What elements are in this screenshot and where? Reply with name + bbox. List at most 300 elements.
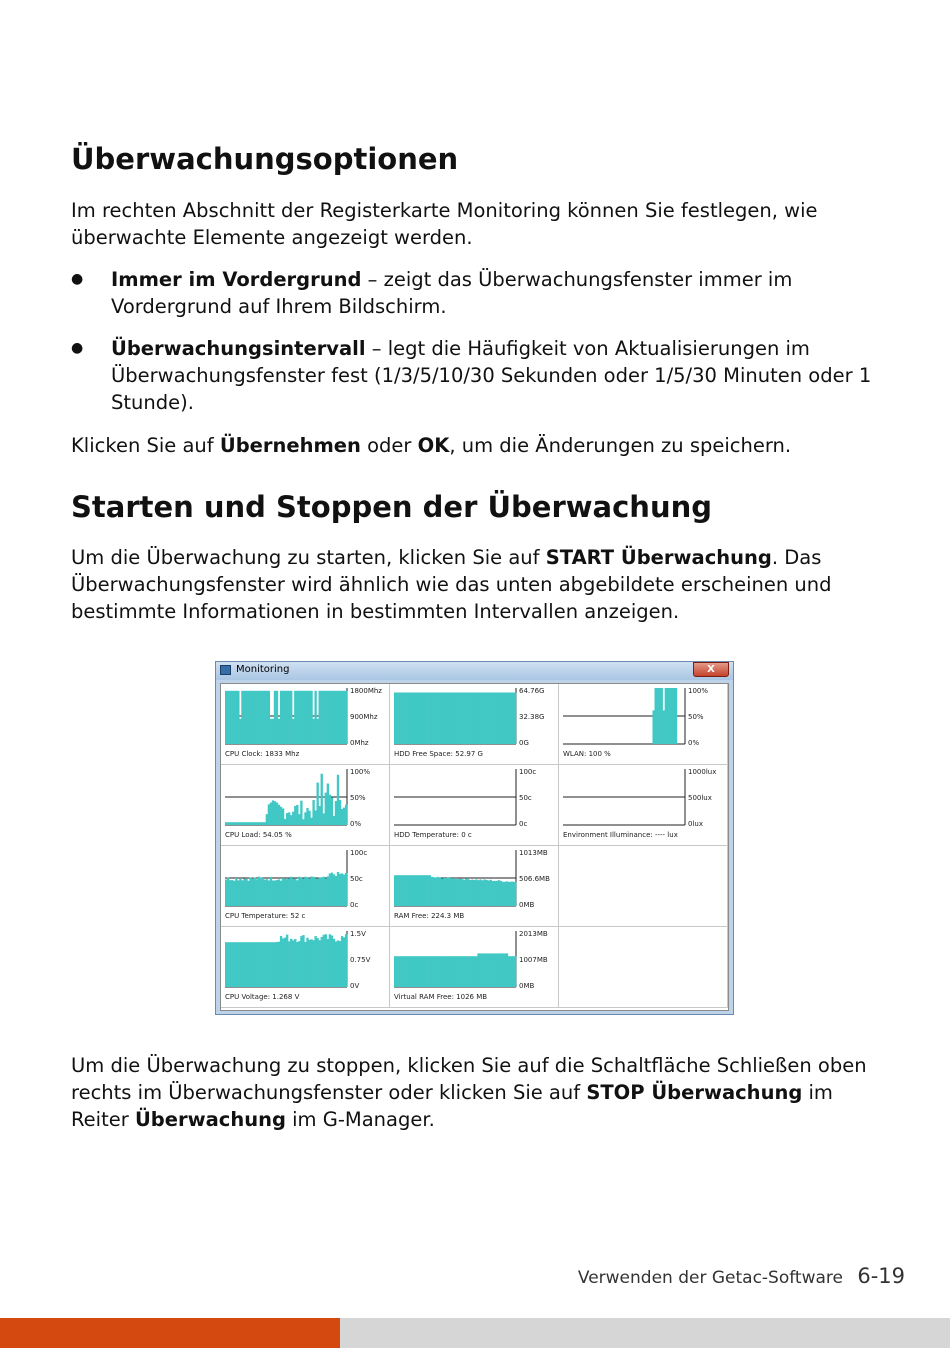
graph-bar [319,878,321,906]
save-text-a: Klicken Sie auf [71,434,220,457]
scale-label: 0lux [688,820,703,828]
graph-bar [461,692,463,744]
graph-bar [317,783,319,825]
graph-bar [483,879,485,906]
graph-bar [514,692,516,744]
graph-bar [514,956,516,987]
graph-bar [321,774,323,825]
start-text-a: Um die Überwachung zu starten, klicken Sie auf [71,546,546,569]
graph-bar [235,878,237,906]
graph-bar [233,881,235,906]
graph-bar [337,775,339,825]
monitor-graph [559,684,728,765]
graph-bar [231,942,233,987]
graph-bar [247,942,249,987]
monitor-cell [390,684,559,765]
graph-bar [406,692,408,744]
graph-bar [245,691,247,744]
graph-bar [510,692,512,744]
graph-bar [325,878,327,906]
graph-bar [435,877,437,906]
graph-bar [317,879,319,906]
graph-bar [394,875,396,906]
graph-bar [239,879,241,906]
graph-bar [453,878,455,906]
graph-bar [321,691,323,744]
graph-bar [400,875,402,906]
graph-bar [329,691,331,744]
graph-bar [312,940,314,987]
graph-bar [498,692,500,744]
graph-bar [455,692,457,744]
bullet-monitoring-interval [111,335,881,416]
bullet-dot: ● [71,271,84,287]
graph-bar [268,804,270,825]
graph-bar [398,956,400,987]
apply-term: Übernehmen [219,434,361,457]
graph-bar [469,880,471,906]
graph-bar [229,880,231,906]
graph-bar [294,806,296,825]
graph-bar [447,956,449,987]
graph-bar [225,822,227,825]
graph-bar [262,691,264,744]
monitor-graph [221,846,390,927]
graph-bar [229,691,231,744]
graph-bar [398,875,400,906]
graph-bar [280,807,282,825]
graph-bar [296,805,298,825]
graph-bar [284,691,286,744]
close-button[interactable]: X [693,662,729,677]
graph-bar [266,814,268,825]
graph-bar [249,877,251,906]
graph-bar [251,822,253,825]
graph-bar [486,692,488,744]
graph-bar [243,822,245,825]
monitor-cell [559,765,728,846]
graph-bar [402,875,404,906]
graph-bar [508,882,510,906]
graph-bar [292,940,294,987]
bullet-dot: ● [71,340,84,356]
monitor-cell [390,846,559,927]
graph-bar [492,881,494,906]
monitor-graph [390,927,559,1008]
graph-bar [663,710,665,744]
graph-bar [496,692,498,744]
graph-bar [512,882,514,906]
graph-bar [494,692,496,744]
graph-bar [286,879,288,906]
graph-bar [479,879,481,906]
graph-bar [241,691,243,744]
graph-bar [422,875,424,906]
graph-bar [425,875,427,906]
graph-caption: HDD Free Space: 52.97 G [394,750,483,758]
graph-bar [333,816,335,825]
stop-text-a: Um die Überwachung zu stoppen, klicken Sie auf die Schaltfläche Schließen oben rechts im Überwachungsfenster oder klicken Sie auf [71,1054,867,1104]
graph-bar [233,691,235,744]
graph-bar [231,880,233,906]
graph-bar [251,691,253,744]
scale-label: 1000lux [688,768,717,776]
graph-bar [276,880,278,906]
graph-bar [425,956,427,987]
graph-bar [270,719,272,744]
monitor-cell [559,684,728,765]
graph-bar [341,936,343,987]
graph-caption: RAM Free: 224.3 MB [394,912,465,920]
graph-bar [408,956,410,987]
graph-bar [253,691,255,744]
graph-caption: WLAN: 100 % [563,750,611,758]
graph-bar [278,879,280,906]
graph-bar [345,805,347,825]
graph-bar [258,877,260,906]
graph-bar [657,688,659,744]
graph-bar [418,956,420,987]
graph-bar [290,877,292,906]
graph-bar [410,875,412,906]
monitor-cell [390,927,559,1008]
scale-label: 32.38G [519,713,545,721]
graph-bar [272,942,274,987]
graph-bar [339,941,341,987]
graph-bar [475,956,477,987]
graph-bar [345,934,347,987]
graph-bar [325,934,327,987]
monitor-graph [390,684,559,765]
graph-bar [463,692,465,744]
graph-bar [422,956,424,987]
graph-bar [227,942,229,987]
graph-bar [449,692,451,744]
graph-bar [508,956,510,987]
graph-bar [274,880,276,906]
graph-bar [412,875,414,906]
graph-bar [435,956,437,987]
graph-bar [457,879,459,906]
graph-bar [256,942,258,987]
graph-bar [414,692,416,744]
graph-bar [333,939,335,987]
graph-bar [461,879,463,906]
desc-monitoring-interval: – legt die Häufigkeit von Aktualisierungen im Überwachungsfenster fest (1/3/5/10/30 Sekunden oder 1/5/30 Minuten oder 1 Stunde). [111,337,872,414]
page-number: 6-19 [857,1264,905,1288]
graph-bar [652,710,654,744]
graph-bar [341,809,343,825]
graph-bar [490,880,492,906]
save-text-e: , um die Änderungen zu speichern. [449,434,792,457]
graph-bar [461,956,463,987]
scale-label: 506.6MB [519,875,550,883]
graph-bar [235,822,237,825]
graph-bar [321,877,323,906]
graph-bar [490,953,492,987]
graph-bar [272,800,274,825]
graph-bar [327,784,329,825]
graph-bar [306,808,308,825]
monitoring-window [215,661,734,1015]
monitor-graph [221,684,390,765]
graph-bar [337,691,339,744]
graph-bar [323,877,325,906]
graph-bar [249,691,251,744]
graph-bar [304,691,306,744]
graph-bar [406,956,408,987]
graph-bar [245,879,247,906]
graph-bar [241,822,243,825]
scale-label: 100c [519,768,537,776]
graph-caption: Virtual RAM Free: 1026 MB [394,993,488,1001]
graph-bar [665,688,667,744]
graph-bar [296,942,298,987]
graph-bar [492,692,494,744]
graph-bar [284,819,286,825]
graph-bar [258,822,260,825]
scale-label: 0c [519,820,528,828]
graph-bar [268,880,270,906]
graph-bar [445,878,447,906]
graph-bar [306,878,308,906]
ok-term: OK [417,434,450,457]
graph-bar [314,879,316,906]
graph-bar [406,875,408,906]
graph-bar [243,942,245,987]
scale-label: 0% [350,820,362,828]
graph-bar [396,956,398,987]
graph-bar [274,691,276,744]
graph-bar [449,956,451,987]
graph-bar [506,953,508,987]
graph-bar [260,878,262,906]
graph-bar [251,879,253,906]
graph-bar [408,692,410,744]
graph-bar [260,942,262,987]
graph-bar [286,691,288,744]
graph-bar [496,881,498,906]
graph-bar [469,956,471,987]
graph-bar [282,691,284,744]
graph-bar [292,878,294,906]
graph-bar [420,692,422,744]
graph-bar [284,938,286,987]
graph-bar [308,691,310,744]
graph-bar [304,942,306,987]
graph-bar [488,953,490,987]
graph-bar [241,942,243,987]
graph-bar [314,936,316,987]
scale-label: 0MB [519,901,535,909]
graph-bar [229,942,231,987]
graph-bar [420,956,422,987]
graph-bar [339,874,341,906]
scale-label: 0% [688,739,700,747]
graph-bar [264,822,266,825]
graph-bar [227,822,229,825]
graph-bar [459,879,461,906]
graph-bar [239,822,241,825]
graph-bar [302,819,304,825]
graph-bar [396,875,398,906]
graph-bar [245,822,247,825]
graph-bar [661,688,663,744]
graph-bar [449,878,451,906]
graph-bar [473,692,475,744]
monitor-graph [221,765,390,846]
graph-bar [249,822,251,825]
graph-bar [339,800,341,825]
graph-bar [465,878,467,906]
graph-bar [258,691,260,744]
graph-bar [264,691,266,744]
graph-bar [498,880,500,906]
monitoring-tab-term: Überwachung [134,1108,286,1131]
graph-bar [302,879,304,906]
graph-bar [249,942,251,987]
graph-bar [278,805,280,825]
graph-bar [280,881,282,906]
graph-bar [475,692,477,744]
graph-bar [437,692,439,744]
graph-bar [235,942,237,987]
graph-bar [465,692,467,744]
window-titlebar[interactable] [216,662,733,680]
graph-bar [457,956,459,987]
graph-bar [288,691,290,744]
graph-bar [443,878,445,906]
scale-label: 2013MB [519,930,548,938]
graph-bar [280,936,282,987]
graph-bar [243,879,245,906]
graph-bar [494,953,496,987]
graph-bar [479,692,481,744]
graph-bar [433,692,435,744]
graph-bar [300,801,302,825]
graph-bar [308,879,310,906]
graph-bar [473,880,475,906]
graph-bar [300,691,302,744]
graph-bar [502,882,504,906]
graph-bar [481,692,483,744]
graph-bar [422,692,424,744]
graph-bar [341,691,343,744]
graph-bar [314,810,316,825]
graph-bar [669,688,671,744]
graph-bar [270,877,272,906]
graph-bar [331,691,333,744]
graph-bar [302,935,304,987]
bullet-always-on-top [111,266,881,320]
scale-label: 50% [688,713,704,721]
stop-text-c: im Reiter [71,1081,833,1131]
graph-caption: Environment Illuminance: ---- lux [563,831,678,839]
graph-bar [294,879,296,906]
graph-bar [431,956,433,987]
footer-accent-bar [0,1318,340,1348]
graph-bar [412,692,414,744]
footer-chapter-title: Verwenden der Getac-Software [577,1268,843,1288]
graph-bar [233,822,235,825]
graph-bar [443,956,445,987]
graph-bar [398,692,400,744]
graph-bar [286,935,288,987]
graph-bar [298,814,300,825]
graph-bar [290,815,292,825]
graph-bar [404,692,406,744]
desc-always-on-top: – zeigt das Überwachungsfenster immer im Vordergrund auf Ihrem Bildschirm. [111,268,793,318]
graph-bar [268,942,270,987]
graph-bar [276,691,278,744]
scale-label: 500lux [688,794,712,802]
graph-bar [675,688,677,744]
graph-bar [410,692,412,744]
graph-bar [479,953,481,987]
graph-bar [433,877,435,906]
graph-bar [302,691,304,744]
graph-bar [327,876,329,906]
monitor-cell [221,684,390,765]
graph-bar [510,956,512,987]
graph-bar [345,691,347,744]
graph-bar [262,878,264,906]
graph-bar [331,935,333,987]
graph-bar [335,941,337,987]
graph-bar [439,956,441,987]
heading-start-stop: Starten und Stoppen der Überwachung [71,490,712,524]
graph-bar [270,803,272,825]
graph-bar [239,942,241,987]
graph-bar [241,880,243,906]
graph-bar [500,953,502,987]
graph-bar [473,956,475,987]
graph-bar [502,953,504,987]
graph-bar [510,882,512,906]
graph-bar [258,942,260,987]
graph-bar [459,692,461,744]
graph-bar [227,877,229,906]
graph-bar [504,882,506,906]
graph-bar [502,692,504,744]
graph-bar [451,692,453,744]
graph-bar [272,880,274,906]
graph-caption: CPU Temperature: 52 c [225,912,306,920]
scale-label: 1013MB [519,849,548,857]
window-title: Monitoring [236,664,290,675]
graph-bar [471,956,473,987]
graph-bar [253,877,255,906]
graph-bar [467,879,469,906]
graph-bar [278,942,280,987]
graph-bar [292,719,294,744]
graph-bar [335,691,337,744]
graph-bar [504,692,506,744]
graph-bar [306,691,308,744]
graph-bar [276,803,278,825]
graph-bar [235,691,237,744]
graph-bar [294,691,296,744]
graph-bar [272,719,274,744]
graph-bar [486,953,488,987]
heading-monitoring-options: Überwachungsoptionen [71,142,459,176]
graph-bar [488,692,490,744]
graph-bar [262,822,264,825]
graph-bar [237,880,239,906]
graph-bar [396,692,398,744]
graph-bar [429,956,431,987]
scale-label: 1007MB [519,956,548,964]
